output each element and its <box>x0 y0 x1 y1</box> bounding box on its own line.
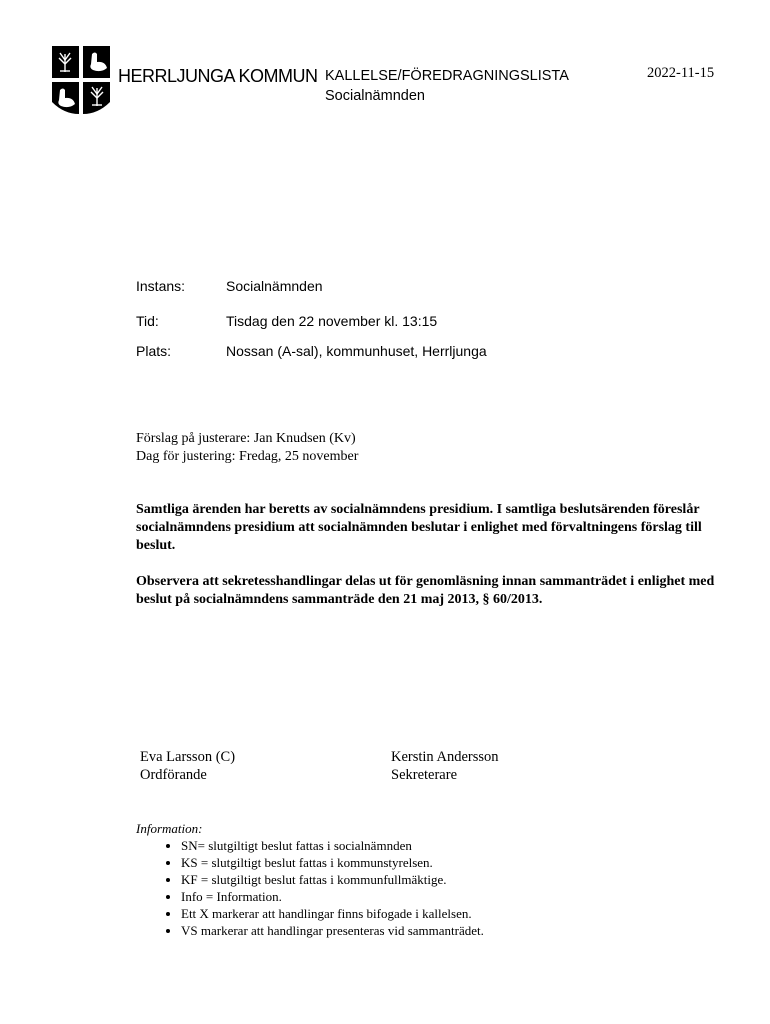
information-block <box>136 820 484 939</box>
list-item: • VS markerar att handlingar presenteras vid sammanträdet. <box>181 922 484 939</box>
document-date: 2022-11-15 <box>647 65 715 81</box>
chair-title: Ordförande <box>140 767 207 783</box>
plats-value: Nossan (A-sal), kommunhuset, Herrljunga <box>226 343 487 359</box>
list-item: • Info = Information. <box>181 888 484 905</box>
list-item: • SN= slutgiltigt beslut fattas i socialnämnden <box>181 837 484 854</box>
information-list <box>136 837 484 939</box>
committee-name: Socialnämnden <box>325 88 425 104</box>
chair-signature <box>140 748 235 784</box>
list-item: • KS = slutgiltigt beslut fattas i kommunstyrelsen. <box>181 854 484 871</box>
secretary-signature <box>391 748 499 784</box>
instans-value: Socialnämnden <box>226 278 323 294</box>
list-item: • Ett X markerar att handlingar finns bifogade i kallelsen. <box>181 905 484 922</box>
instans-label: Instans: <box>136 278 186 294</box>
tid-value: Tisdag den 22 november kl. 13:15 <box>226 313 438 329</box>
herrljunga-coat-of-arms-icon <box>50 44 112 116</box>
secrecy-notice: Observera att sekretesshandlingar delas ut för genomläsning innan sammanträdet i enlighet med beslut på socialnämndens sammanträde den 21 maj 2013, § 60/2013. <box>136 574 715 607</box>
secretary-name: Kerstin Andersson <box>391 749 499 765</box>
plats-label: Plats: <box>136 343 172 359</box>
secretary-title: Sekreterare <box>391 767 458 783</box>
document-type: KALLELSE/FÖREDRAGNINGSLISTA <box>325 68 569 84</box>
organization-name: HERRLJUNGA KOMMUN <box>118 66 318 86</box>
chair-name: Eva Larsson (C) <box>140 749 236 765</box>
adjustment-day: Dag för justering: Fredag, 25 november <box>136 449 359 464</box>
adjuster-proposal: Förslag på justerare: Jan Knudsen (Kv) <box>136 431 356 446</box>
adjustment-block <box>136 430 358 466</box>
tid-label: Tid: <box>136 313 159 329</box>
list-item: • KF = slutgiltigt beslut fattas i kommunfullmäktige. <box>181 871 484 888</box>
presidium-notice: Samtliga ärenden har beretts av socialnämndens presidium. I samtliga beslutsärenden föreslår socialnämndens presidium att socialnämnden beslutar i enlighet med förvaltningens förslag till beslut. <box>136 502 702 553</box>
document-title <box>325 66 569 106</box>
information-title: Information: <box>136 821 203 836</box>
